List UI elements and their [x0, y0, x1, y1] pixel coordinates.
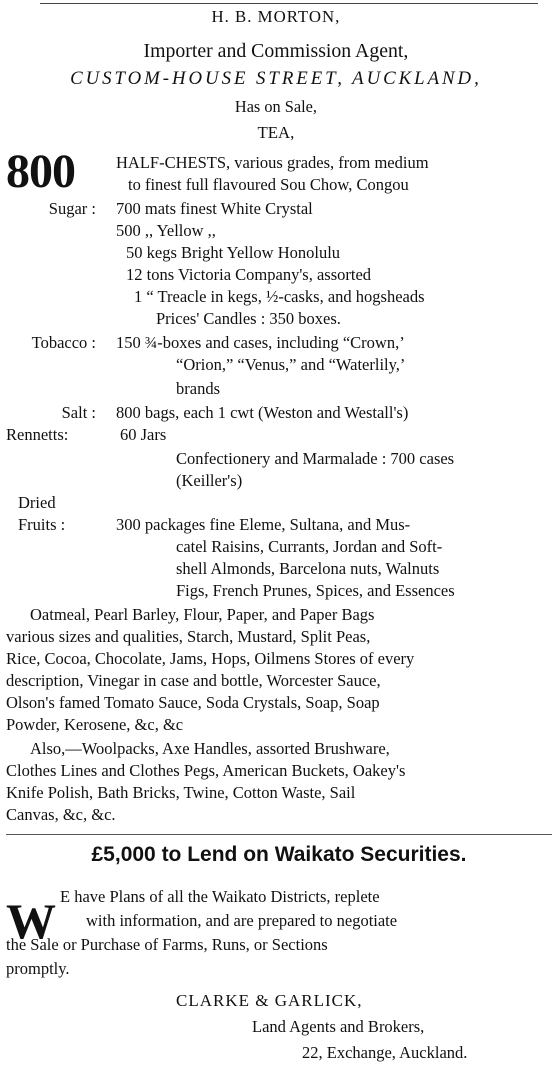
tea-line-2: to finest full flavoured Sou Chow, Congou [128, 175, 409, 194]
rennetts-line: 60 Jars [120, 425, 167, 444]
also-line: Canvas, &c, &c. [6, 805, 116, 824]
salt-line: 800 bags, each 1 cwt (Weston and Westall's) [116, 403, 409, 422]
tobacco-line: brands [176, 379, 220, 398]
tobacco-line: “Orion,” “Venus,” and “Waterlily,’ [176, 355, 406, 374]
top-rule [40, 3, 538, 4]
sugar-line: 700 mats finest White Crystal [116, 199, 313, 218]
oatmeal-line: description, Vinegar in case and bottle, Worcester Sauce, [6, 671, 381, 690]
confectionery-line-1: Confectionery and Marmalade : 700 cases [176, 449, 455, 468]
merchant-name: H. B. MORTON, [211, 7, 341, 26]
sugar-line: 12 tons Victoria Company's, assorted [126, 265, 372, 284]
firm-address: 22, Exchange, Auckland. [302, 1043, 468, 1062]
sugar-line: 500 ,, Yellow ,, [116, 221, 216, 240]
waikato-line: promptly. [6, 959, 70, 978]
drop-cap: W [6, 893, 56, 949]
oatmeal-line: Oatmeal, Pearl Barley, Flour, Paper, and Paper Bags [30, 605, 375, 624]
loan-heading: £5,000 to Lend on Waikato Securities. [91, 843, 467, 866]
confectionery-line-2: (Keiller's) [176, 471, 243, 490]
tobacco-line: 150 ¾-boxes and cases, including “Crown,’ [116, 333, 405, 352]
waikato-line: with information, and are prepared to negotiate [86, 911, 398, 930]
section-divider [6, 834, 552, 835]
also-line: Also,—Woolpacks, Axe Handles, assorted Brushware, [30, 739, 390, 758]
dried-fruits-line: catel Raisins, Currants, Jordan and Soft- [176, 537, 443, 556]
fruits-label: Fruits : [18, 515, 66, 534]
sugar-line: 1 “ Treacle in kegs, ½-casks, and hogsheads [134, 287, 425, 306]
has-on-sale: Has on Sale, [234, 97, 317, 116]
waikato-line: E have Plans of all the Waikato Districts, replete [60, 887, 380, 906]
firm-role: Land Agents and Brokers, [252, 1017, 425, 1036]
tea-quantity: 800 [6, 145, 75, 198]
sugar-label: Sugar : [48, 199, 96, 218]
tobacco-label: Tobacco : [31, 333, 96, 352]
oatmeal-line: various sizes and qualities, Starch, Mustard, Split Peas, [6, 627, 371, 646]
oatmeal-line: Olson's famed Tomato Sauce, Soda Crystals, Soap, Soap [6, 693, 380, 712]
oatmeal-line: Powder, Kerosene, &c, &c [6, 715, 184, 734]
oatmeal-line: Rice, Cocoa, Chocolate, Jams, Hops, Oilmens Stores of every [6, 649, 415, 668]
dried-fruits-line: shell Almonds, Barcelona nuts, Walnuts [176, 559, 440, 578]
also-line: Knife Polish, Bath Bricks, Twine, Cotton Waste, Sail [6, 783, 356, 802]
tea-line-1: HALF-CHESTS, various grades, from medium [116, 153, 429, 172]
merchant-title: Importer and Commission Agent, [143, 40, 409, 62]
salt-label: Salt : [61, 403, 96, 422]
tea-heading: TEA, [257, 123, 295, 142]
rennetts-label: Rennetts: [6, 425, 69, 444]
merchant-address: CUSTOM-HOUSE STREET, AUCKLAND, [70, 68, 482, 89]
dried-label: Dried [18, 493, 56, 512]
sugar-line: 50 kegs Bright Yellow Honolulu [126, 243, 341, 262]
waikato-line: the Sale or Purchase of Farms, Runs, or Sections [6, 935, 328, 954]
sugar-line: Prices' Candles : 350 boxes. [156, 309, 341, 328]
also-line: Clothes Lines and Clothes Pegs, American Buckets, Oakey's [6, 761, 406, 780]
firm-name: CLARKE & GARLICK, [176, 991, 363, 1010]
dried-fruits-line: 300 packages fine Eleme, Sultana, and Mus- [116, 515, 411, 534]
dried-fruits-line: Figs, French Prunes, Spices, and Essences [176, 581, 455, 600]
